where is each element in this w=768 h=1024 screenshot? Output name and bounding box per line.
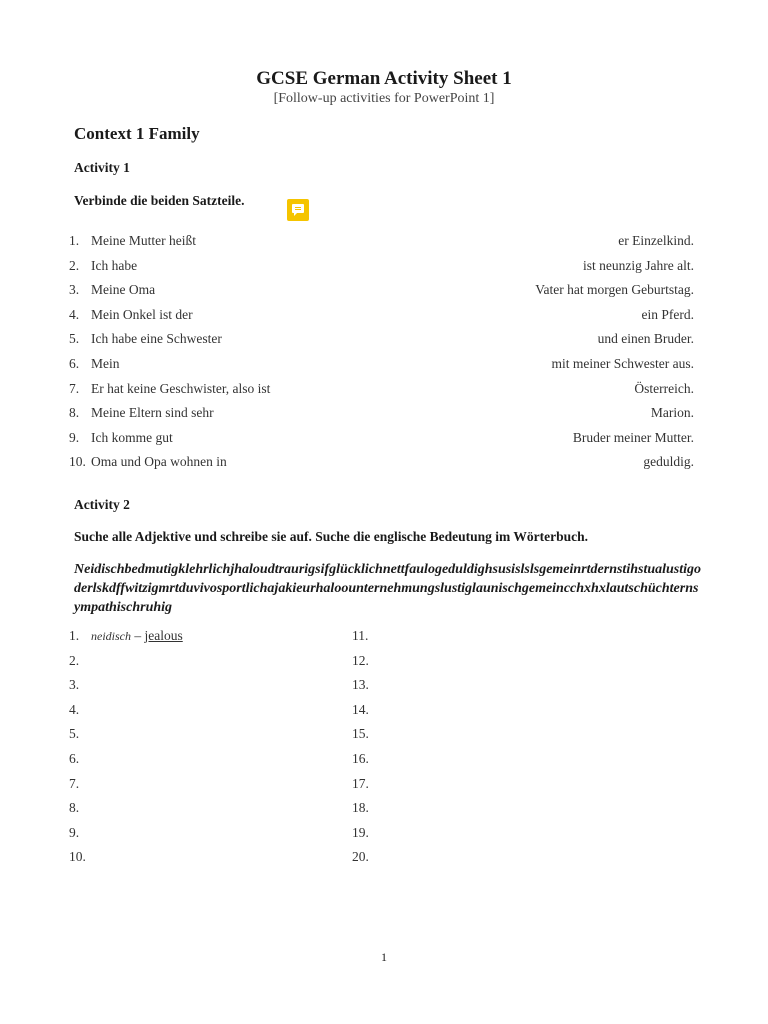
answer-number: 13. xyxy=(352,677,369,693)
answer-number: 9. xyxy=(69,824,80,840)
row-number: 9. xyxy=(69,429,80,445)
row-number: 4. xyxy=(69,306,80,322)
row-number: 7. xyxy=(69,380,80,396)
context-heading: Context 1 Family xyxy=(74,124,200,143)
answer-line xyxy=(69,751,183,776)
match-row xyxy=(69,282,694,302)
match-row xyxy=(69,258,694,278)
answer-number: 14. xyxy=(352,701,369,717)
answer-line xyxy=(352,849,374,874)
answer-line xyxy=(69,653,183,678)
answer-list-right xyxy=(352,628,374,874)
page-subtitle: [Follow-up activities for PowerPoint 1] xyxy=(273,91,495,106)
answer-line xyxy=(352,628,374,653)
match-row xyxy=(69,405,694,425)
answer-line xyxy=(352,677,374,702)
activity1-heading: Activity 1 xyxy=(74,160,130,175)
sentence-end: ein Pferd. xyxy=(641,306,694,322)
answer-line xyxy=(69,726,183,751)
sentence-start: Ich habe eine Schwester xyxy=(91,331,222,347)
sentence-end: er Einzelkind. xyxy=(618,233,694,248)
sentence-end: Bruder meiner Mutter. xyxy=(572,429,694,445)
sentence-end: ist neunzig Jahre alt. xyxy=(583,257,694,273)
answer-number: 7. xyxy=(69,775,80,791)
answer-line xyxy=(352,702,374,727)
activity2-heading: Activity 2 xyxy=(74,497,130,512)
row-number: 2. xyxy=(69,257,80,273)
answer-number: 8. xyxy=(69,800,80,816)
row-number: 5. xyxy=(69,331,80,347)
answer-number: 12. xyxy=(352,652,369,668)
answer-list-left xyxy=(69,628,183,874)
answer-line xyxy=(69,628,183,653)
answer-line xyxy=(69,849,183,874)
answer-number: 18. xyxy=(352,800,369,816)
answer-number: 2. xyxy=(69,652,80,668)
answer-number: 3. xyxy=(69,677,80,693)
match-row xyxy=(69,454,694,474)
answer-line xyxy=(69,677,183,702)
sentence-start: Ich habe xyxy=(91,257,138,273)
sentence-start: Meine Oma xyxy=(91,282,156,298)
match-row xyxy=(69,331,694,351)
answer-number: 4. xyxy=(69,701,80,717)
row-number: 10. xyxy=(69,454,86,470)
answer-line xyxy=(69,702,183,727)
sentence-end: und einen Bruder. xyxy=(597,331,694,347)
sentence-end: Österreich. xyxy=(634,380,694,396)
answer-line xyxy=(352,751,374,776)
answer-number: 10. xyxy=(69,849,86,865)
page-number: 1 xyxy=(381,950,387,964)
word-search-text: Neidischbedmutigklehrlichjhaloudtraurigsifglücklichnettfaulogeduldighsusislslsgemeinrtdernstihstualustigoderlskdffwitzigmrtduvivosportlichajakieurhaloounternehmungslustiglaunischgemeincchxhxlautschüchternsympathischruhig xyxy=(74,562,702,615)
example-translation: jealous xyxy=(144,628,183,643)
example-word: neidisch xyxy=(91,629,131,643)
sentence-end: geduldig. xyxy=(643,454,694,470)
row-number: 8. xyxy=(69,405,80,421)
answer-number: 11. xyxy=(352,628,369,643)
example-separator: – xyxy=(131,628,145,643)
sentence-end: Vater hat morgen Geburtstag. xyxy=(535,282,694,298)
answer-number: 1. xyxy=(69,628,80,643)
row-number: 3. xyxy=(69,282,80,298)
answer-line xyxy=(352,776,374,801)
activity1-instruction: Verbinde die beiden Satzteile. xyxy=(74,193,245,208)
sentence-start: Ich komme gut xyxy=(91,429,173,445)
match-row xyxy=(69,356,694,376)
row-number: 1. xyxy=(69,233,80,248)
answer-number: 16. xyxy=(352,750,369,766)
sentence-start: Meine Mutter heißt xyxy=(91,233,196,248)
answer-line xyxy=(69,800,183,825)
answer-line xyxy=(69,776,183,801)
answer-number: 5. xyxy=(69,726,80,742)
match-row xyxy=(69,430,694,450)
answer-number: 17. xyxy=(352,775,369,791)
page-title: GCSE German Activity Sheet 1 xyxy=(256,68,512,89)
sentence-start: Er hat keine Geschwister, also ist xyxy=(91,380,271,396)
activity2-instruction: Suche alle Adjektive und schreibe sie auf. Suche die englische Bedeutung im Wörterbuch. xyxy=(74,529,589,544)
match-row xyxy=(69,233,694,253)
answer-line xyxy=(352,800,374,825)
match-row xyxy=(69,307,694,327)
answer-line xyxy=(69,825,183,850)
answer-line xyxy=(352,726,374,751)
answer-line xyxy=(352,653,374,678)
sentence-start: Mein xyxy=(91,356,120,371)
sentence-start: Mein Onkel ist der xyxy=(91,306,193,322)
row-number: 6. xyxy=(69,356,80,371)
sentence-start: Meine Eltern sind sehr xyxy=(91,405,214,421)
comment-icon[interactable] xyxy=(287,199,309,221)
answer-line xyxy=(352,825,374,850)
answer-number: 6. xyxy=(69,750,80,766)
match-row xyxy=(69,381,694,401)
sentence-start: Oma und Opa wohnen in xyxy=(91,454,227,470)
sentence-end: mit meiner Schwester aus. xyxy=(551,356,694,371)
sentence-end: Marion. xyxy=(650,405,694,421)
answer-number: 20. xyxy=(352,849,369,865)
answer-number: 15. xyxy=(352,726,369,742)
answer-number: 19. xyxy=(352,824,369,840)
